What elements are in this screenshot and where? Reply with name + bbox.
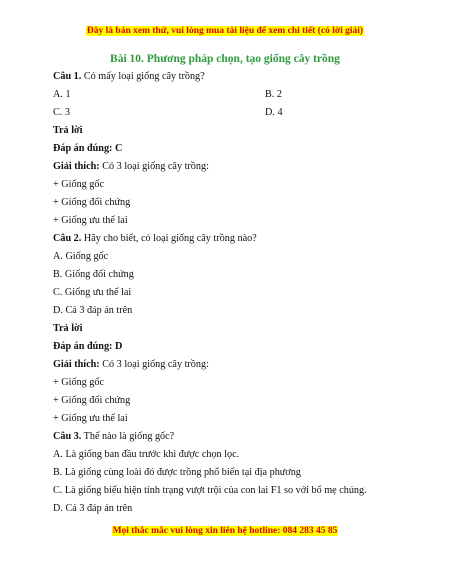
- q1-explanation-text: Có 3 loại giống cây trồng:: [99, 161, 209, 172]
- q2-answer-heading-text: Trả lời: [53, 323, 83, 334]
- q3-option-c: C. Là giống biểu hiện tính trạng vượt trội của con lai F1 so với bố mẹ chúng.: [53, 485, 367, 496]
- q2-answer-heading: [53, 323, 83, 335]
- preview-banner: [0, 26, 450, 36]
- q2-option-c: C. Giống ưu thế lai: [53, 287, 132, 298]
- q2-explanation-item: + Giống đối chứng: [53, 395, 131, 406]
- q1-correct-answer: [53, 143, 122, 155]
- q1-option-b: B. 2: [265, 89, 282, 100]
- q2-correct-answer: [53, 341, 122, 353]
- q2-option-a: A. Giống gốc: [53, 251, 109, 262]
- q1-explanation-label: Giải thích:: [53, 161, 100, 172]
- q1-explanation: [53, 161, 209, 173]
- question-3-label: Câu 3.: [53, 431, 82, 442]
- q1-option-a: A. 1: [53, 89, 71, 100]
- q2-correct-answer-text: Đáp án đúng: D: [53, 341, 123, 352]
- q1-answer-heading-text: Trả lời: [53, 125, 83, 136]
- question-2-text: Hãy cho biết, có loại giống cây trồng nào?: [81, 233, 257, 244]
- q3-option-a: A. Là giống ban đầu trước khi được chọn lọc.: [53, 449, 240, 460]
- question-3: [53, 431, 174, 443]
- q1-answer-heading: [53, 125, 83, 137]
- q2-explanation-text: Có 3 loại giống cây trồng:: [99, 359, 209, 370]
- q2-explanation-item: + Giống gốc: [53, 377, 105, 388]
- question-1-text: Có mấy loại giống cây trồng?: [81, 71, 205, 82]
- q2-explanation: [53, 359, 209, 371]
- q1-explanation-item: + Giống gốc: [53, 179, 105, 190]
- q2-explanation-label: Giải thích:: [53, 359, 100, 370]
- q2-option-d: D. Cả 3 đáp án trên: [53, 305, 133, 316]
- question-1: [53, 71, 205, 83]
- hotline-banner: [0, 526, 450, 536]
- q3-option-d: D. Cả 3 đáp án trên: [53, 503, 133, 514]
- q1-correct-answer-text: Đáp án đúng: C: [53, 143, 123, 154]
- q1-option-d: D. 4: [265, 107, 283, 118]
- lesson-title: Bài 10. Phương pháp chọn, tạo giống cây trồng: [110, 53, 340, 65]
- q1-explanation-item: + Giống ưu thế lai: [53, 215, 128, 226]
- q3-option-b: B. Là giống cùng loài đó được trồng phổ biến tại địa phương: [53, 467, 301, 478]
- question-2: [53, 233, 257, 245]
- preview-banner-text: Đây là bản xem thử, vui lòng mua tài liệu để xem chi tiết (có lời giải): [86, 26, 364, 36]
- question-3-text: Thế nào là giống gốc?: [81, 431, 175, 442]
- q2-explanation-item: + Giống ưu thế lai: [53, 413, 128, 424]
- q1-option-c: C. 3: [53, 107, 70, 118]
- question-1-label: Câu 1.: [53, 71, 82, 82]
- hotline-banner-text: Mọi thắc mắc vui lòng xin liên hệ hotline: 084 283 45 85: [112, 526, 338, 536]
- q1-explanation-item: + Giống đối chứng: [53, 197, 131, 208]
- q2-option-b: B. Giống đối chứng: [53, 269, 134, 280]
- question-2-label: Câu 2.: [53, 233, 82, 244]
